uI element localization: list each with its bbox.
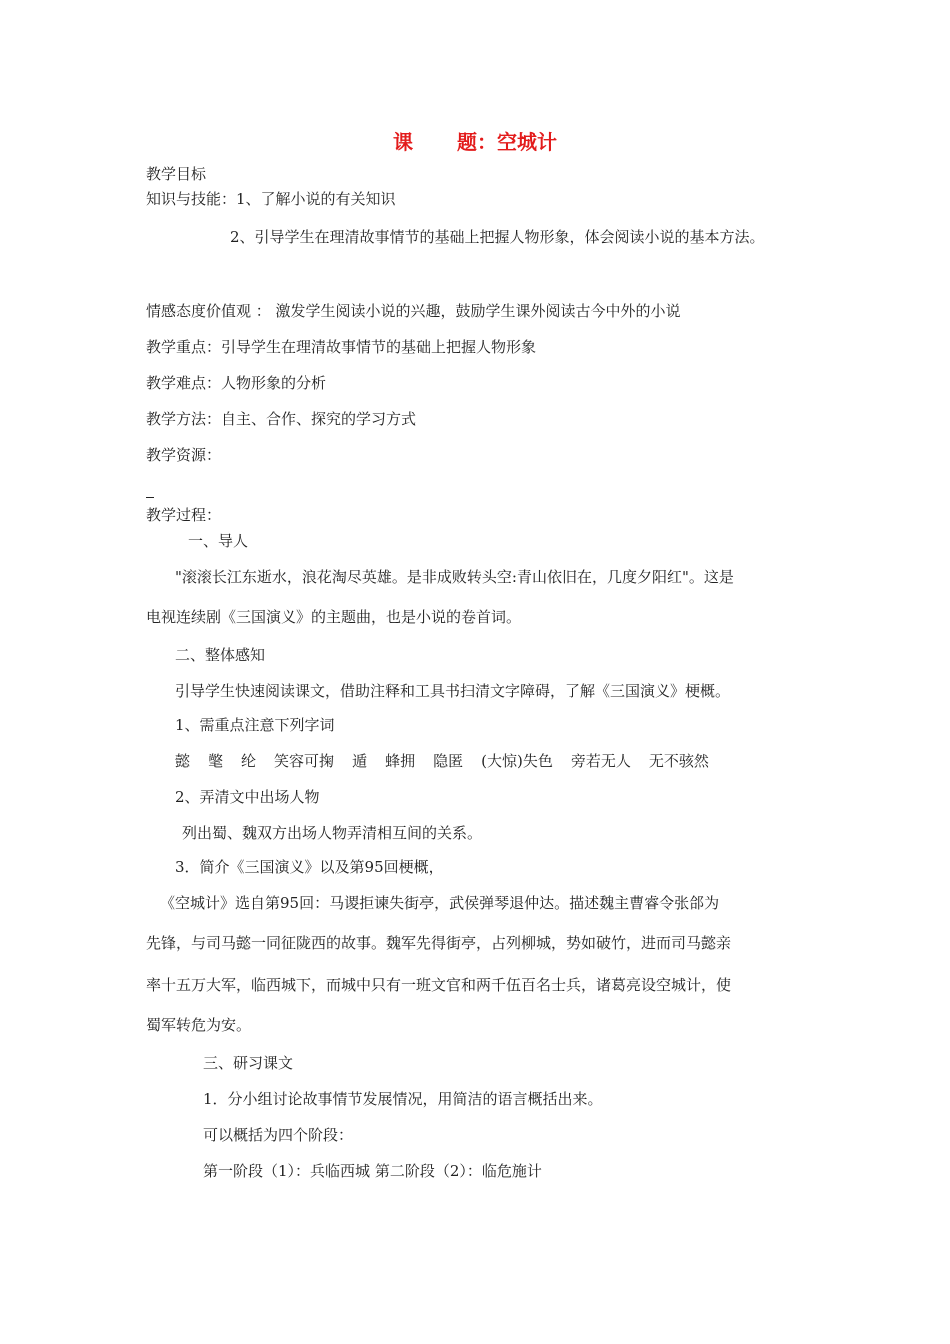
vocab-item: 纶 — [241, 752, 257, 770]
study-paragraph-1: 1．分小组讨论故事情节发展情况，用简洁的语言概括出来。 — [203, 1090, 603, 1108]
title-part-1: 课 — [393, 130, 413, 154]
characters-paragraph: 列出蜀、魏双方出场人物弄清相互间的关系。 — [182, 824, 483, 842]
study-paragraph-2: 可以概括为四个阶段： — [203, 1126, 354, 1144]
objectives-heading: 教学目标 — [146, 165, 207, 183]
intro-paragraph-line-2: 电视连续剧《三国演义》的主题曲，也是小说的卷首词。 — [146, 608, 522, 626]
vocab-item: 无不骇然 — [648, 752, 709, 770]
summary-paragraph-line-3: 率十五万大军，临西城下，而城中只有一班文官和两千伍百名士兵，诸葛亮设空城计，使 — [146, 976, 732, 994]
vocab-item: 遁 — [352, 752, 368, 770]
intro-heading: 一、导人 — [188, 532, 249, 550]
emotion-objective: 情感态度价值观 ： 激发学生阅读小说的兴趣，鼓励学生课外阅读古今中外的小说 — [146, 302, 681, 320]
vocab-item: 氅 — [208, 752, 224, 770]
overall-paragraph: 引导学生快速阅读课文，借助注释和工具书扫清文字障碍，了解《三国演义》梗概。 — [175, 682, 731, 700]
vocab-item: 懿 — [175, 752, 191, 770]
vocab-heading: 1、需重点注意下列字词 — [175, 716, 335, 734]
characters-heading: 2、弄清文中出场人物 — [175, 788, 320, 806]
vocab-item: 笑容可掬 — [274, 752, 335, 770]
vocab-item: 旁若无人 — [570, 752, 631, 770]
summary-paragraph-line-2: 先锋，与司马懿一同征陇西的故事。魏军先得街亭，占列柳城，势如破竹，进而司马懿亲 — [146, 934, 732, 952]
title-part-2: 题：空城计 — [457, 130, 557, 154]
vocab-item: 蜂拥 — [385, 752, 416, 770]
summary-paragraph-line-4: 蜀军转危为安。 — [146, 1016, 252, 1034]
teaching-resources: 教学资源： — [146, 446, 222, 464]
study-paragraph-3: 第一阶段（1）：兵临西城 第二阶段（2）：临危施计 — [203, 1162, 542, 1180]
study-heading: 三、研习课文 — [203, 1054, 294, 1072]
vocab-item: (大惊)失色 — [481, 752, 553, 770]
process-heading: 教学过程： — [146, 506, 222, 524]
intro-paragraph-line-1: "滚滚长江东逝水，浪花淘尽英雄。是非成败转头空:青山依旧在，几度夕阳红"。这是 — [175, 568, 734, 586]
summary-heading: 3．简介《三国演义》以及第95回梗概， — [175, 858, 444, 876]
key-point: 教学重点：引导学生在理清故事情节的基础上把握人物形象 — [146, 338, 537, 356]
teaching-method: 教学方法：自主、合作、探究的学习方式 — [146, 410, 417, 428]
difficulty: 教学难点：人物形象的分析 — [146, 374, 327, 392]
summary-paragraph-line-1: 《空城计》选自第95回：马谡拒谏失街亭，武侯弹琴退仲达。描述魏主曹睿令张郃为 — [160, 894, 720, 912]
page-title — [0, 126, 950, 155]
vocab-item: 隐匿 — [433, 752, 464, 770]
skill-objective-2: 2、引导学生在理清故事情节的基础上把握人物形象，体会阅读小说的基本方法。 — [230, 228, 765, 246]
skill-objective-1: 知识与技能：1、了解小说的有关知识 — [146, 190, 396, 208]
vocab-list — [175, 751, 709, 771]
underline-mark — [146, 497, 154, 498]
overall-heading: 二、整体感知 — [175, 646, 266, 664]
